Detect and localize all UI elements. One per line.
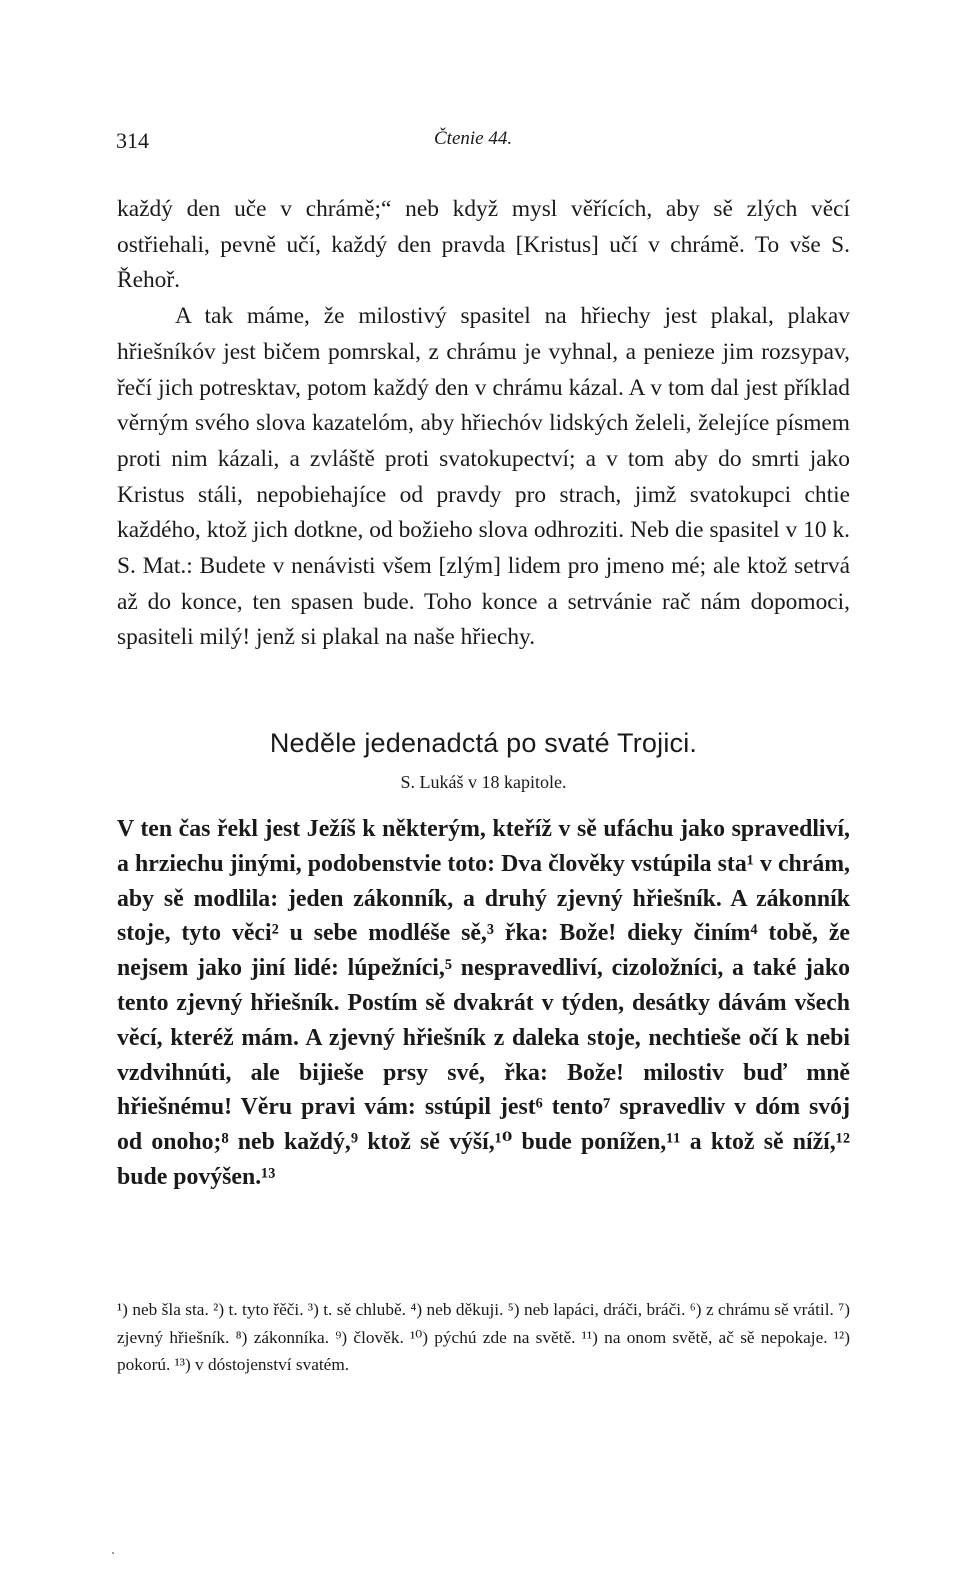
paragraph: každý den uče v chrámě;“ neb když mysl věřících, aby sě zlých věcí ostřiehali, pevně učí, každý den pravda [Kristus] učí v chrámě. To vše S. Řehoř. <box>117 196 850 294</box>
gospel-text: V ten čas řekl jest Ježíš k některým, kteříž v sě ufáchu jako spravedliví, a hrziechu jinými, podobenstvie toto: Dva člověky vstúpila sta¹ v chrám, aby sě modlila: jeden zákonník, a druhý zjevný hřiešník. A zákonník stoje, tyto věci² u sebe modléše sě,³ řka: Bože! dieky činím⁴ tobě, že nejsem jako jiní lidé: lúpežníci,⁵ nespravedliví, cizoložníci, a také jako tento zjevný hřiešník. Postím sě dvakrát v týden, desátky dávám všech věcí, kteréž mám. A zjevný hřiešník z daleka stoje, nechtieše očí k nebi vzdvihnúti, ale bijieše prsy své, řka: Bože! milostiv buď mně hřiešnému! Věru pravi vám: sstúpil jest⁶ tento⁷ spravedliv v dóm svój od onoho;⁸ neb každý,⁹ ktož sě výší,¹⁰ bude ponížen,¹¹ a ktož sě níží,¹² bude povýšen.¹³ <box>117 816 850 1190</box>
section-subtitle: S. Lukáš v 18 kapitole. <box>400 772 567 792</box>
scan-speck <box>112 1552 114 1554</box>
continuation-text <box>117 192 850 656</box>
section-title: Neděle jedenadctá po svaté Trojici. <box>269 728 698 758</box>
page-number: 314 <box>116 128 149 153</box>
footnotes: ¹) neb šla sta. ²) t. tyto řěči. ³) t. sě chlubě. ⁴) neb děkuji. ⁵) neb lapáci, dráči, bráči. ⁶) z chrámu sě vrátil. ⁷) zjevný hřiešník. ⁸) zákonníka. ⁹) člověk. ¹⁰) pýchú zde na světě. ¹¹) na onom světě, ač sě nepokaje. ¹²) pokorú. ¹³) v dóstojenství svatém. <box>117 1300 850 1374</box>
paragraph: A tak máme, že milostivý spasitel na hřiechy jest plakal, plakav hřiešníkóv jest bičem pomrskal, z chrámu je vyhnal, a penieze jim rozsypav, řečí jich potresktav, potom každý den v chrámu kázal. A v tom dal jest příklad věrným svého slova kazatelóm, aby hřiechóv lidských želeli, želejíce písmem proti nim kázali, a zvláště proti svatokupectví; a v tom aby do smrti jako Kristus stáli, nepobiehajíce od pravdy pro strach, jimž svatokupci chtie každého, ktož jich dotkne, od božieho slova odhroziti. Neb die spasitel v 10 k. S. Mat.: Budete v nenávisti všem [zlým] lidem pro jmeno mé; ale ktož setrvá až do konce, ten spasen bude. Toho konce a setrvánie rač nám dopomoci, spasiteli milý! jenž si plakal na naše hřiechy. <box>117 303 850 651</box>
running-title: Čtenie 44. <box>434 128 513 149</box>
page-header <box>116 128 851 162</box>
